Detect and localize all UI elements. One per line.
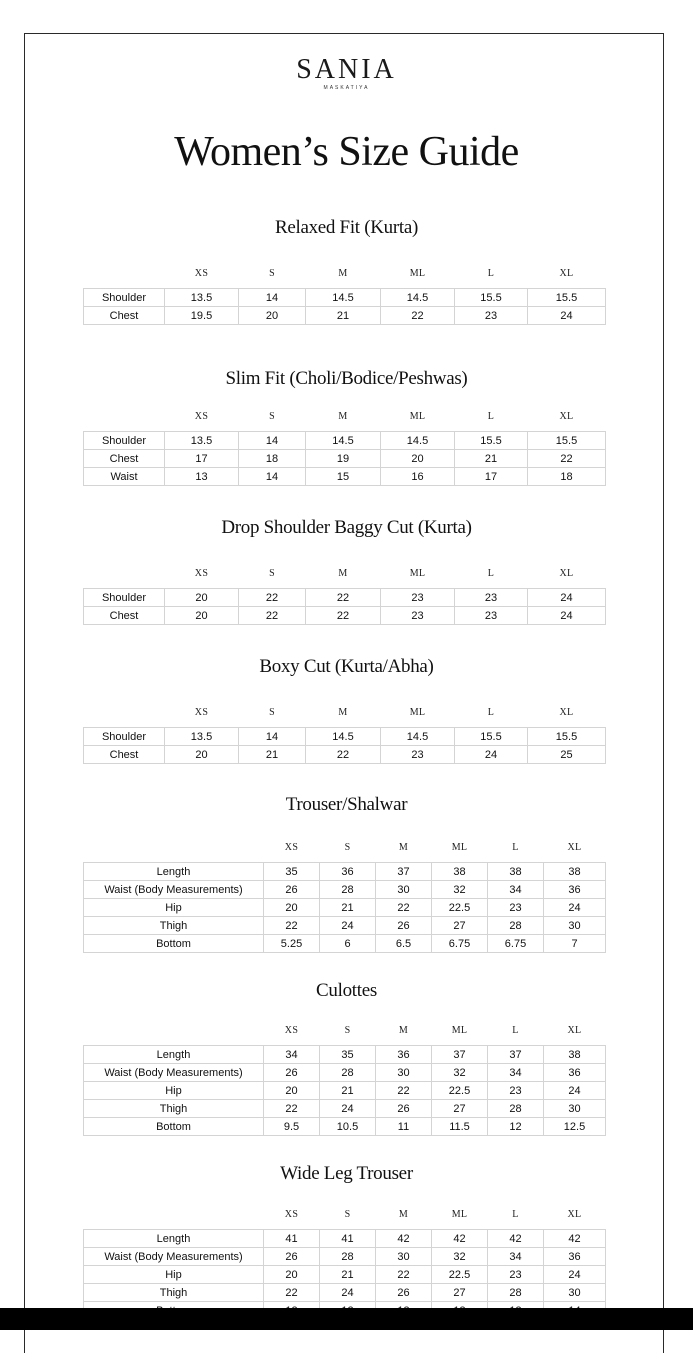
section-title: Relaxed Fit (Kurta) (274, 217, 419, 238)
measurement-cell: 13 (165, 468, 239, 486)
brand-name: SANIA (296, 54, 397, 85)
measurement-cell: 15.5 (455, 432, 528, 450)
size-header: M (398, 1209, 409, 1220)
size-header: S (344, 842, 351, 853)
brand-logo (0, 55, 693, 91)
header-spacer (84, 568, 165, 589)
header-spacer (84, 411, 165, 432)
measurement-cell: 22 (306, 746, 381, 764)
measurement-cell: 13.5 (165, 728, 239, 746)
size-header: ML (451, 1025, 468, 1036)
header-spacer (84, 268, 165, 289)
size-header: ML (409, 411, 426, 422)
measurement-cell: 42 (432, 1230, 488, 1248)
size-header: M (338, 411, 348, 422)
measurement-cell: 22 (376, 1266, 432, 1284)
table-row (84, 1248, 606, 1266)
row-label: Waist (Body Measurements) (84, 1064, 264, 1082)
measurement-cell: 28 (488, 917, 544, 935)
table-row (84, 468, 606, 486)
measurement-cell: 36 (320, 863, 376, 881)
size-header: S (344, 1209, 351, 1220)
table-row (84, 899, 606, 917)
row-label: Thigh (84, 1100, 264, 1118)
brand-subtitle: MASKATIYA (323, 85, 370, 91)
size-table (83, 1025, 606, 1136)
size-header-row (84, 1025, 606, 1046)
measurement-cell: 24 (528, 589, 606, 607)
measurement-cell: 34 (264, 1046, 320, 1064)
table-row (84, 1230, 606, 1248)
measurement-cell: 14.5 (306, 728, 381, 746)
measurement-cell: 30 (544, 1100, 606, 1118)
measurement-cell: 22.5 (432, 1082, 488, 1100)
measurement-cell: 23 (488, 1266, 544, 1284)
measurement-cell: 26 (376, 1284, 432, 1302)
size-table (83, 1209, 606, 1320)
measurement-cell: 20 (264, 899, 320, 917)
measurement-cell: 23 (455, 607, 528, 625)
measurement-cell: 24 (320, 917, 376, 935)
measurement-cell: 27 (432, 1284, 488, 1302)
size-header-row (84, 568, 606, 589)
measurement-cell: 23 (381, 746, 455, 764)
row-label: Bottom (84, 935, 264, 953)
measurement-cell: 28 (320, 1248, 376, 1266)
size-header: S (269, 411, 275, 422)
measurement-cell: 17 (455, 468, 528, 486)
size-header: L (487, 411, 495, 422)
size-header: XL (567, 1209, 582, 1220)
measurement-cell: 22 (264, 1284, 320, 1302)
measurement-cell: 22 (264, 917, 320, 935)
size-header-row (84, 1209, 606, 1230)
size-header: ML (409, 707, 426, 718)
size-header: XS (284, 842, 299, 853)
size-header: XL (559, 411, 574, 422)
table-row (84, 935, 606, 953)
measurement-cell: 35 (264, 863, 320, 881)
section-title: Trouser/Shalwar (285, 794, 408, 815)
measurement-cell: 16 (381, 468, 455, 486)
measurement-cell: 24 (528, 607, 606, 625)
measurement-cell: 21 (306, 307, 381, 325)
size-header: XS (194, 411, 209, 422)
measurement-cell: 15.5 (528, 289, 606, 307)
section-title: Slim Fit (Choli/Bodice/Peshwas) (225, 368, 468, 389)
measurement-cell: 38 (432, 863, 488, 881)
measurement-cell: 14 (239, 728, 306, 746)
size-header-row (84, 268, 606, 289)
measurement-cell: 42 (376, 1230, 432, 1248)
table-row (84, 589, 606, 607)
size-header: XS (194, 707, 209, 718)
size-header: L (512, 1025, 519, 1036)
row-label: Shoulder (84, 289, 165, 307)
row-label: Thigh (84, 1284, 264, 1302)
size-header: L (512, 842, 519, 853)
measurement-cell: 30 (376, 1064, 432, 1082)
measurement-cell: 12 (488, 1118, 544, 1136)
measurement-cell: 5.25 (264, 935, 320, 953)
measurement-cell: 13.5 (165, 289, 239, 307)
measurement-cell: 24 (320, 1284, 376, 1302)
table-row (84, 289, 606, 307)
measurement-cell: 28 (320, 881, 376, 899)
measurement-cell: 38 (488, 863, 544, 881)
measurement-cell: 20 (165, 746, 239, 764)
size-header: L (487, 568, 495, 579)
table-row (84, 746, 606, 764)
measurement-cell: 36 (376, 1046, 432, 1064)
size-header: ML (409, 268, 426, 279)
size-table (83, 707, 606, 764)
measurement-cell: 41 (264, 1230, 320, 1248)
bottom-bar (0, 1308, 693, 1330)
page-title: Women’s Size Guide (174, 129, 519, 175)
section-title: Culottes (316, 980, 377, 1001)
measurement-cell: 24 (528, 307, 606, 325)
size-header: ML (409, 568, 426, 579)
measurement-cell: 23 (381, 589, 455, 607)
measurement-cell: 30 (376, 1248, 432, 1266)
row-label: Hip (84, 1266, 264, 1284)
measurement-cell: 20 (239, 307, 306, 325)
measurement-cell: 6.75 (488, 935, 544, 953)
size-header: M (398, 842, 409, 853)
measurement-cell: 20 (165, 607, 239, 625)
measurement-cell: 15.5 (455, 289, 528, 307)
row-label: Length (84, 863, 264, 881)
measurement-cell: 24 (455, 746, 528, 764)
measurement-cell: 26 (376, 917, 432, 935)
row-label: Waist (84, 468, 165, 486)
measurement-cell: 22 (528, 450, 606, 468)
row-label: Shoulder (84, 432, 165, 450)
measurement-cell: 17 (165, 450, 239, 468)
table-row (84, 1266, 606, 1284)
measurement-cell: 22 (306, 589, 381, 607)
measurement-cell: 10.5 (320, 1118, 376, 1136)
measurement-cell: 14.5 (381, 432, 455, 450)
table-row (84, 307, 606, 325)
section-title: Drop Shoulder Baggy Cut (Kurta) (221, 517, 472, 538)
measurement-cell: 41 (320, 1230, 376, 1248)
measurement-cell: 26 (264, 1248, 320, 1266)
measurement-cell: 24 (544, 1082, 606, 1100)
measurement-cell: 6 (320, 935, 376, 953)
measurement-cell: 37 (488, 1046, 544, 1064)
measurement-cell: 21 (320, 899, 376, 917)
row-label: Chest (84, 746, 165, 764)
measurement-cell: 22 (239, 607, 306, 625)
measurement-cell: 28 (320, 1064, 376, 1082)
measurement-cell: 23 (455, 589, 528, 607)
measurement-cell: 24 (320, 1100, 376, 1118)
measurement-cell: 21 (239, 746, 306, 764)
measurement-cell: 20 (165, 589, 239, 607)
measurement-cell: 26 (264, 1064, 320, 1082)
measurement-cell: 21 (320, 1082, 376, 1100)
table-row (84, 863, 606, 881)
measurement-cell: 14.5 (306, 289, 381, 307)
measurement-cell: 14.5 (381, 728, 455, 746)
measurement-cell: 6.5 (376, 935, 432, 953)
size-header: XS (284, 1025, 299, 1036)
measurement-cell: 30 (544, 917, 606, 935)
size-header: ML (451, 1209, 468, 1220)
measurement-cell: 28 (488, 1284, 544, 1302)
measurement-cell: 28 (488, 1100, 544, 1118)
size-header: XL (567, 1025, 582, 1036)
measurement-cell: 25 (528, 746, 606, 764)
table-row (84, 607, 606, 625)
section-title: Boxy Cut (Kurta/Abha) (259, 656, 434, 677)
measurement-cell: 23 (381, 607, 455, 625)
size-header: L (487, 707, 495, 718)
measurement-cell: 15.5 (528, 728, 606, 746)
row-label: Chest (84, 307, 165, 325)
measurement-cell: 23 (455, 307, 528, 325)
row-label: Thigh (84, 917, 264, 935)
row-label: Chest (84, 607, 165, 625)
measurement-cell: 22 (376, 1082, 432, 1100)
measurement-cell: 24 (544, 1266, 606, 1284)
row-label: Length (84, 1230, 264, 1248)
measurement-cell: 14 (239, 468, 306, 486)
size-header: M (338, 707, 348, 718)
measurement-cell: 42 (488, 1230, 544, 1248)
row-label: Bottom (84, 1118, 264, 1136)
measurement-cell: 30 (544, 1284, 606, 1302)
header-spacer (84, 1209, 264, 1230)
measurement-cell: 22.5 (432, 899, 488, 917)
table-row (84, 1046, 606, 1064)
header-spacer (84, 1025, 264, 1046)
measurement-cell: 26 (376, 1100, 432, 1118)
measurement-cell: 23 (488, 1082, 544, 1100)
measurement-cell: 35 (320, 1046, 376, 1064)
measurement-cell: 6.75 (432, 935, 488, 953)
measurement-cell: 9.5 (264, 1118, 320, 1136)
measurement-cell: 20 (264, 1266, 320, 1284)
section-title: Wide Leg Trouser (280, 1163, 413, 1184)
measurement-cell: 37 (376, 863, 432, 881)
measurement-cell: 34 (488, 881, 544, 899)
measurement-cell: 22 (264, 1100, 320, 1118)
measurement-cell: 36 (544, 1064, 606, 1082)
size-header-row (84, 411, 606, 432)
size-header: XL (567, 842, 582, 853)
measurement-cell: 18 (239, 450, 306, 468)
size-header: XS (194, 268, 209, 279)
size-header: XL (559, 707, 574, 718)
measurement-cell: 13.5 (165, 432, 239, 450)
size-header: S (269, 568, 275, 579)
measurement-cell: 14 (239, 432, 306, 450)
table-row (84, 1284, 606, 1302)
size-header: S (269, 707, 275, 718)
size-header-row (84, 707, 606, 728)
measurement-cell: 20 (264, 1082, 320, 1100)
header-spacer (84, 842, 264, 863)
row-label: Shoulder (84, 589, 165, 607)
measurement-cell: 32 (432, 1064, 488, 1082)
table-row (84, 728, 606, 746)
size-table (83, 268, 606, 325)
size-header: ML (451, 842, 468, 853)
measurement-cell: 14 (239, 289, 306, 307)
table-row (84, 1082, 606, 1100)
measurement-cell: 21 (455, 450, 528, 468)
measurement-cell: 22.5 (432, 1266, 488, 1284)
size-header: M (338, 568, 348, 579)
measurement-cell: 15.5 (528, 432, 606, 450)
row-label: Chest (84, 450, 165, 468)
table-row (84, 1118, 606, 1136)
size-header: XL (559, 568, 574, 579)
table-row (84, 1100, 606, 1118)
measurement-cell: 27 (432, 917, 488, 935)
size-header: XL (559, 268, 574, 279)
row-label: Length (84, 1046, 264, 1064)
measurement-cell: 15 (306, 468, 381, 486)
row-label: Waist (Body Measurements) (84, 881, 264, 899)
size-table (83, 411, 606, 486)
measurement-cell: 32 (432, 881, 488, 899)
size-table (83, 568, 606, 625)
measurement-cell: 32 (432, 1248, 488, 1266)
measurement-cell: 23 (488, 899, 544, 917)
measurement-cell: 34 (488, 1248, 544, 1266)
size-header: L (487, 268, 495, 279)
measurement-cell: 38 (544, 863, 606, 881)
measurement-cell: 27 (432, 1100, 488, 1118)
measurement-cell: 22 (306, 607, 381, 625)
size-table (83, 842, 606, 953)
size-header: XS (194, 568, 209, 579)
row-label: Hip (84, 1082, 264, 1100)
measurement-cell: 36 (544, 881, 606, 899)
measurement-cell: 19.5 (165, 307, 239, 325)
row-label: Shoulder (84, 728, 165, 746)
measurement-cell: 11.5 (432, 1118, 488, 1136)
measurement-cell: 20 (381, 450, 455, 468)
measurement-cell: 22 (381, 307, 455, 325)
table-row (84, 450, 606, 468)
measurement-cell: 18 (528, 468, 606, 486)
size-header: XS (284, 1209, 299, 1220)
row-label: Waist (Body Measurements) (84, 1248, 264, 1266)
table-row (84, 1064, 606, 1082)
size-header: L (512, 1209, 519, 1220)
measurement-cell: 11 (376, 1118, 432, 1136)
measurement-cell: 24 (544, 899, 606, 917)
size-header: M (398, 1025, 409, 1036)
measurement-cell: 26 (264, 881, 320, 899)
header-spacer (84, 707, 165, 728)
measurement-cell: 34 (488, 1064, 544, 1082)
measurement-cell: 19 (306, 450, 381, 468)
measurement-cell: 42 (544, 1230, 606, 1248)
size-header: S (344, 1025, 351, 1036)
measurement-cell: 14.5 (381, 289, 455, 307)
measurement-cell: 14.5 (306, 432, 381, 450)
table-row (84, 432, 606, 450)
measurement-cell: 38 (544, 1046, 606, 1064)
measurement-cell: 15.5 (455, 728, 528, 746)
measurement-cell: 22 (376, 899, 432, 917)
size-header: M (338, 268, 348, 279)
table-row (84, 881, 606, 899)
measurement-cell: 7 (544, 935, 606, 953)
table-row (84, 917, 606, 935)
row-label: Hip (84, 899, 264, 917)
measurement-cell: 21 (320, 1266, 376, 1284)
measurement-cell: 30 (376, 881, 432, 899)
measurement-cell: 36 (544, 1248, 606, 1266)
size-header: S (269, 268, 275, 279)
measurement-cell: 37 (432, 1046, 488, 1064)
measurement-cell: 12.5 (544, 1118, 606, 1136)
size-header-row (84, 842, 606, 863)
measurement-cell: 22 (239, 589, 306, 607)
